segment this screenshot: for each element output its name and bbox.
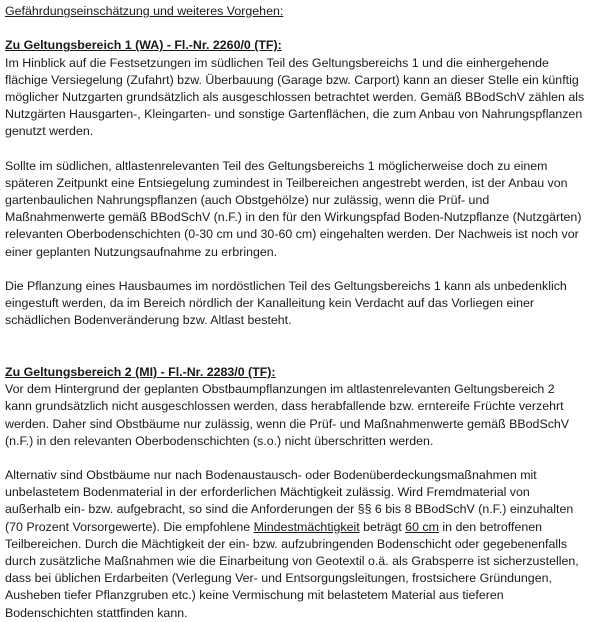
text-segment: in den betroffenen [438, 519, 543, 534]
section1-paragraph3 [5, 278, 597, 330]
text-line: möglicher Nutzgarten grundsätzlich als ausgeschlossen betrachtet werden. Gemäß BBodSchV zählen als [5, 89, 585, 104]
underlined-term: 60 cm [405, 519, 439, 534]
text-segment: beträgt [359, 519, 406, 534]
section2-heading: Zu Geltungsbereich 2 (MI) - Fl.-Nr. 2283/0 (TF): [5, 364, 276, 379]
text-line: gartenbaulichen Nahrungspflanzen (auch Obstgehölze) nur zulässig, wenn die Prüf- und [5, 193, 490, 208]
text-line: Bodenschichten stattfinden kann. [5, 605, 188, 620]
section1-paragraph2 [5, 158, 597, 261]
text-line: (n.F.) in den relevanten Oberbodenschichten (s.o.) nicht überschritten werden. [5, 433, 434, 448]
section1-heading: Zu Geltungsbereich 1 (WA) - Fl.-Nr. 2260/0 (TF): [5, 38, 282, 53]
text-line: Sollte im südlichen, altlastenrelevanten Teil des Geltungsbereichs 1 möglicherweise doch zu einem [5, 158, 548, 173]
text-line: schädlichen Bodenveränderung bzw. Altlast besteht. [5, 313, 292, 328]
text-line: späteren Zeitpunkt eine Entsiegelung zumindest in Teilbereichen angestrebt werden, ist der Anbau von [5, 175, 568, 190]
section-header: Gefährdungseinschätzung und weiteres Vorgehen: [5, 4, 284, 18]
text-line: Ausheben tiefer Pflanzgruben etc.) keine Vermischung mit belastetem Material aus tieferen [5, 588, 504, 603]
text-line: Im Hinblick auf die Festsetzungen im südlichen Teil des Geltungsbereichs 1 und die einhergehende [5, 55, 549, 70]
text-line: Teilbereichen. Durch die Mächtigkeit der ein- bzw. aufzubringenden Bodenschicht oder gegebenenfalls [5, 536, 568, 551]
text-line: unbelastetem Bodenmaterial in der erforderlichen Mächtigkeit zulässig. Wird Fremdmaterial von [5, 485, 530, 500]
text-line: Nutzgärten Hausgarten-, Kleingarten- und sonstige Gartenflächen, die zum Anbau von Nahrungspflanzen [5, 107, 583, 122]
text-line: durch zusätzliche Maßnahmen wie die Einarbeitung von Geotextil o.ä. als Grabsperre ist sicherzustellen, [5, 554, 579, 569]
document-page [5, 3, 597, 622]
text-line: Die Pflanzung eines Hausbaumes im nordöstlichen Teil des Geltungsbereichs 1 kann als unbedenklich [5, 279, 567, 293]
text-line: Vor dem Hintergrund der geplanten Obstbaumpflanzungen im altlastenrelevanten Geltungsbereich 2 [5, 382, 555, 397]
text-line: flächige Versiegelung (Zufahrt) bzw. Überbauung (Garage bzw. Carport) kann an dieser Stelle ein künftig [5, 72, 579, 87]
text-line [5, 519, 597, 536]
underlined-term: Mindestmächtigkeit [253, 519, 360, 534]
text-line: außerhalb ein- bzw. aufgebracht, so sind die Anforderungen der §§ 6 bis 8 BBodSchV (n.F.) einzuhalten [5, 502, 574, 517]
text-line: kann grundsätzlich nicht ausgeschlossen werden, dass herabfallende bzw. erntereife Früchte verzehrt [5, 399, 564, 414]
text-segment: (70 Prozent Vorsorgewerte). Die empfohlene [5, 519, 254, 534]
text-line: werden. Daher sind Obstbäume nur zulässig, wenn die Prüf- und Maßnahmenwerte gemäß BBodSchV [5, 416, 570, 431]
section2-paragraph2 [5, 467, 597, 622]
text-line: Alternativ sind Obstbäume nur nach Bodenaustausch- oder Bodenüberdeckungsmaßnahmen mit [5, 468, 537, 483]
section2-paragraph1 [5, 381, 597, 450]
text-line: relevanten Oberbodenschichten (0-30 cm und 30-60 cm) eingehalten werden. Der Nachweis ist noch vor [5, 227, 579, 242]
text-line: einer geplanten Nutzungsaufnahme zu erbringen. [5, 244, 278, 259]
text-line: Maßnahmenwerte gemäß BBodSchV (n.F.) in den für den Wirkungspfad Boden-Nutzpflanze (Nutzgärten) [5, 210, 582, 225]
text-line: eingestuft werden, da im Bereich nördlich der Kanalleitung kein Verdacht auf das Vorliegen einer [5, 296, 534, 311]
section1-paragraph1 [5, 55, 597, 141]
text-line: genutzt werden. [5, 124, 94, 139]
text-line: dass bei üblichen Erdarbeiten (Verlegung Ver- und Entsorgungsleitungen, frostsichere Gründungen, [5, 571, 552, 586]
